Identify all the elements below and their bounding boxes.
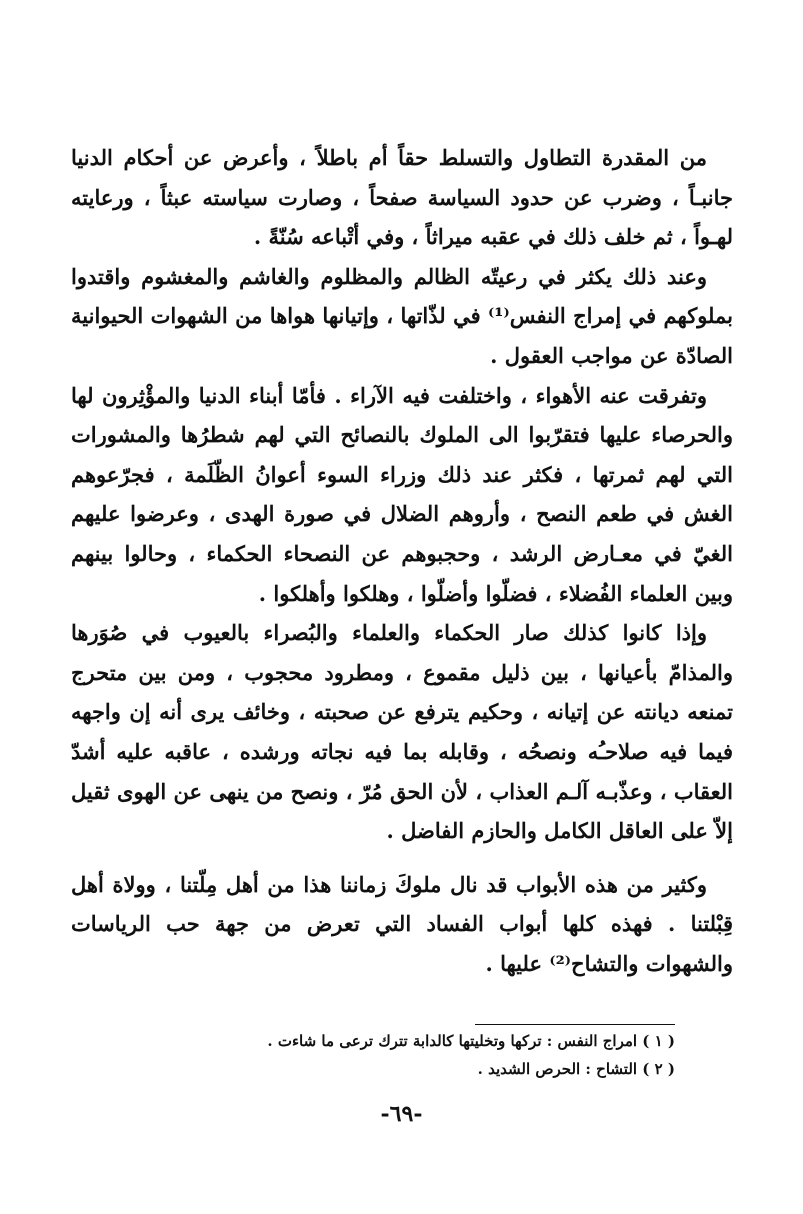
footnote-separator <box>475 1024 675 1025</box>
paragraph-5: وكثير من هذه الأبواب قد نال ملوكَ زماننا هذا من أهل مِلّتنا ، وولاة أهل قِبْلتنا . فهذه كلها أبواب الفساد التي تعرض من جهة حب الرياسات والشهوات والتشاح⁽²⁾ عليها . <box>71 871 733 976</box>
footnote-2: ( ٢ ) التشاح : الحرص الشديد . <box>477 1060 675 1078</box>
page-number: -٦٩- <box>380 1101 423 1127</box>
paragraph-4: وإذا كانوا كذلك صار الحكماء والعلماء والبُصراء بالعيوب في صُوَرها والمذامّ بأعيانها ، بين ذليل مقموع ، ومطرود محجوب ، ومن بين متحرج تمنعه ديانته عن إتيانه ، وحكيم يترفع عن صحبته ، وخائف يرى أنه إن واجهه فيما فيه صلاحـُه ونصحُه ، وقابله بما فيه نجاته ورشده ، عاقبه عليه أشدّ العقاب ، وعذّبـه آلـم العذاب ، لأن الحق مُرّ ، ونصح من ينهى عن الهوى ثقيل إلاّ على العاقل الكامل والحازم الفاضل . <box>71 620 733 844</box>
paragraph-3: وتفرقت عنه الأهواء ، واختلفت فيه الآراء . فأمّا أبناء الدنيا والمؤْثِرون لها والحرصاء عليها فتقرّبوا الى الملوك بالنصائح التي لهم شطرُها والمشورات التي لهم ثمرتها ، فكثر عند ذلك وزراء السوء أعوانُ الظّلَمة ، فجرّعوهم الغش في طعم النصح ، وأروهم الضلال في صورة الهدى ، وعرضوا عليهم الغيّ في معـارض الرشد ، وحجبوهم عن النصحاء الحكماء ، وحالوا بينهم وبين العلماء الفُضلاء ، فضلّوا وأضلّوا ، وهلكوا وأهلكوا . <box>71 382 733 606</box>
footnotes <box>115 1027 675 1083</box>
paragraph-2: وعند ذلك يكثر في رعيتّه الظالم والمظلوم والغاشم والمغشوم واقتدوا بملوكهم في إمراج النفس⁽¹⁾ في لذّاتها ، وإتيانها هواها من الشهوات الحيوانية الصادّة عن مواجب العقول . <box>71 263 733 368</box>
paragraph-1: من المقدرة التطاول والتسلط حقاً أم باطلاً ، وأعرض عن أحكام الدنيا جانبـاً ، وضرب عن حدود السياسة صفحاً ، وصارت سياسته عبثاً ، ورعايته لهـواً ، ثم خلف ذلك في عقبه ميراثاً ، وفي أتْباعه سُنّةً . <box>71 145 733 250</box>
footnote-1: ( ١ ) امراج النفس : تركها وتخليتها كالدابة تترك ترعى ما شاءت . <box>267 1032 675 1050</box>
main-text <box>71 138 733 983</box>
